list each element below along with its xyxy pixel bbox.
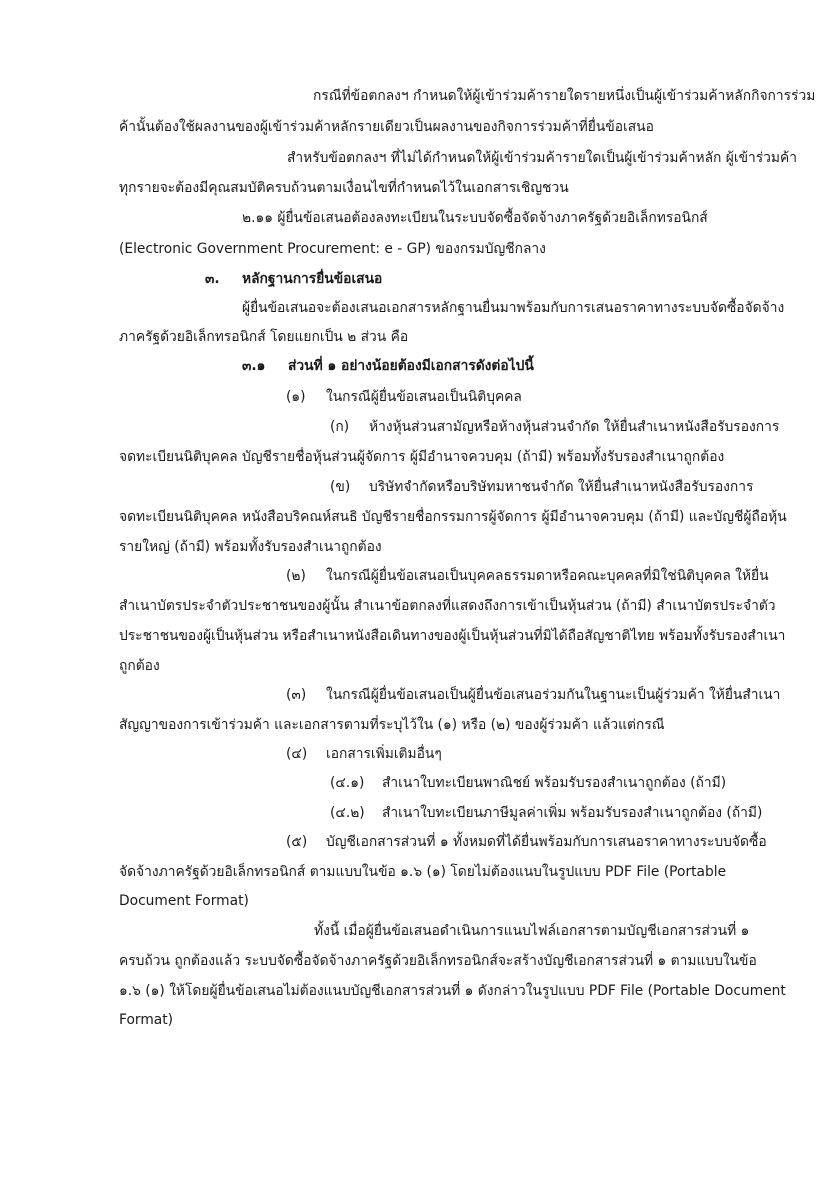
paragraph-line: ครบถ้วน ถูกต้องแล้ว ระบบจัดซื้อจัดจ้างภาครัฐด้วยอิเล็กทรอนิกส์จะสร้างบัญชีเอกสารส่วนที่ ๑ ตามแบบในข้อ <box>119 953 757 969</box>
item-number: (๓) <box>286 687 307 703</box>
item-number: (ก) <box>330 419 350 435</box>
paragraph-line: Format) <box>119 1012 174 1028</box>
paragraph-line: จัดจ้างภาครัฐด้วยอิเล็กทรอนิกส์ ตามแบบในข้อ ๑.๖ (๑) โดยไม่ต้องแนบในรูปแบบ PDF File (Portable <box>119 864 727 880</box>
paragraph-line: ในกรณีผู้ยื่นข้อเสนอเป็นนิติบุคคล <box>326 389 522 405</box>
paragraph-line: รายใหญ่ (ถ้ามี) พร้อมทั้งรับรองสำเนาถูกต้อง <box>119 539 382 555</box>
paragraph-line: กรณีที่ข้อตกลงฯ กำหนดให้ผู้เข้าร่วมค้ารายใดรายหนึ่งเป็นผู้เข้าร่วมค้าหลักกิจการร่วม <box>313 88 816 104</box>
section-number: ๓. <box>205 271 220 287</box>
paragraph-line: Document Format) <box>119 893 249 909</box>
paragraph-line: บริษัทจำกัดหรือบริษัทมหาชนจำกัด ให้ยื่นสำเนาหนังสือรับรองการ <box>369 479 754 495</box>
paragraph-line: จดทะเบียนนิติบุคคล หนังสือบริคณห์สนธิ บัญชีรายชื่อกรรมการผู้จัดการ ผู้มีอำนาจควบคุม (ถ้ามี) และบัญชีผู้ถือหุ้น <box>119 509 787 525</box>
paragraph-line: เอกสารเพิ่มเติมอื่นๆ <box>326 746 442 762</box>
paragraph-line: ๑.๖ (๑) ให้โดยผู้ยื่นข้อเสนอไม่ต้องแนบบัญชีเอกสารส่วนที่ ๑ ดังกล่าวในรูปแบบ PDF File (Portable Document <box>119 983 786 999</box>
paragraph-line: ประชาชนของผู้เป็นหุ้นส่วน หรือสำเนาหนังสือเดินทางของผู้เป็นหุ้นส่วนที่มิได้ถือสัญชาติไทย พร้อมทั้งรับรองสำเนา <box>119 628 786 644</box>
paragraph-line: สำเนาใบทะเบียนพาณิชย์ พร้อมรับรองสำเนาถูกต้อง (ถ้ามี) <box>382 775 727 791</box>
paragraph-line: บัญชีเอกสารส่วนที่ ๑ ทั้งหมดที่ได้ยื่นพร้อมกับการเสนอราคาทางระบบจัดซื้อ <box>326 834 767 850</box>
paragraph-line: ในกรณีผู้ยื่นข้อเสนอเป็นผู้ยื่นข้อเสนอร่วมกันในฐานะเป็นผู้ร่วมค้า ให้ยื่นสำเนา <box>326 687 781 703</box>
item-number: (๔.๒) <box>330 805 365 821</box>
section-heading: หลักฐานการยื่นข้อเสนอ <box>242 271 383 287</box>
paragraph-line: ทุกรายจะต้องมีคุณสมบัติครบถ้วนตามเงื่อนไขที่กำหนดไว้ในเอกสารเชิญชวน <box>119 180 569 196</box>
subsection-heading: ส่วนที่ ๑ อย่างน้อยต้องมีเอกสารดังต่อไปนี้ <box>288 358 534 374</box>
paragraph-line: สำเนาใบทะเบียนภาษีมูลค่าเพิ่ม พร้อมรับรองสำเนาถูกต้อง (ถ้ามี) <box>382 805 763 821</box>
paragraph-line: สำหรับข้อตกลงฯ ที่ไม่ได้กำหนดให้ผู้เข้าร่วมค้ารายใดเป็นผู้เข้าร่วมค้าหลัก ผู้เข้าร่วมค้า <box>287 150 797 166</box>
item-number: (๒) <box>286 568 306 584</box>
paragraph-line: ห้างหุ้นส่วนสามัญหรือห้างหุ้นส่วนจำกัด ให้ยื่นสำเนาหนังสือรับรองการ <box>369 419 780 435</box>
paragraph-line: ภาครัฐด้วยอิเล็กทรอนิกส์ โดยแยกเป็น ๒ ส่วน คือ <box>119 329 409 345</box>
paragraph-line: จดทะเบียนนิติบุคคล บัญชีรายชื่อหุ้นส่วนผู้จัดการ ผู้มีอำนาจควบคุม (ถ้ามี) พร้อมทั้งรับรองสำเนาถูกต้อง <box>119 449 725 465</box>
paragraph-line: ผู้ยื่นข้อเสนอจะต้องเสนอเอกสารหลักฐานยื่นมาพร้อมกับการเสนอราคาทางระบบจัดซื้อจัดจ้าง <box>242 300 785 316</box>
paragraph-line: ทั้งนี้ เมื่อผู้ยื่นข้อเสนอดำเนินการแนบไฟล์เอกสารตามบัญชีเอกสารส่วนที่ ๑ <box>314 923 750 939</box>
subsection-number: ๓.๑ <box>242 358 266 374</box>
item-number: (๔.๑) <box>330 775 365 791</box>
item-number: (๑) <box>286 389 306 405</box>
paragraph-line: สัญญาของการเข้าร่วมค้า และเอกสารตามที่ระบุไว้ใน (๑) หรือ (๒) ของผู้ร่วมค้า แล้วแต่กรณี <box>119 717 665 733</box>
paragraph-line: ในกรณีผู้ยื่นข้อเสนอเป็นบุคคลธรรมดาหรือคณะบุคคลที่มิใช่นิติบุคคล ให้ยื่น <box>326 568 769 584</box>
paragraph-line: (Electronic Government Procurement: e - GP) ของกรมบัญชีกลาง <box>119 241 546 257</box>
paragraph-line: สำเนาบัตรประจำตัวประชาชนของผู้นั้น สำเนาข้อตกลงที่แสดงถึงการเข้าเป็นหุ้นส่วน (ถ้ามี) สำเนาบัตรประจำตัว <box>119 598 776 614</box>
item-number: (๕) <box>286 834 308 850</box>
item-number: (๔) <box>286 746 308 762</box>
item-number: (ข) <box>330 479 351 495</box>
paragraph-line: ถูกต้อง <box>119 658 160 674</box>
paragraph-line: ค้านั้นต้องใช้ผลงานของผู้เข้าร่วมค้าหลักรายเดียวเป็นผลงานของกิจการร่วมค้าที่ยื่นข้อเสนอ <box>119 119 654 135</box>
paragraph-line: ๒.๑๑ ผู้ยื่นข้อเสนอต้องลงทะเบียนในระบบจัดซื้อจัดจ้างภาครัฐด้วยอิเล็กทรอนิกส์ <box>242 210 708 226</box>
